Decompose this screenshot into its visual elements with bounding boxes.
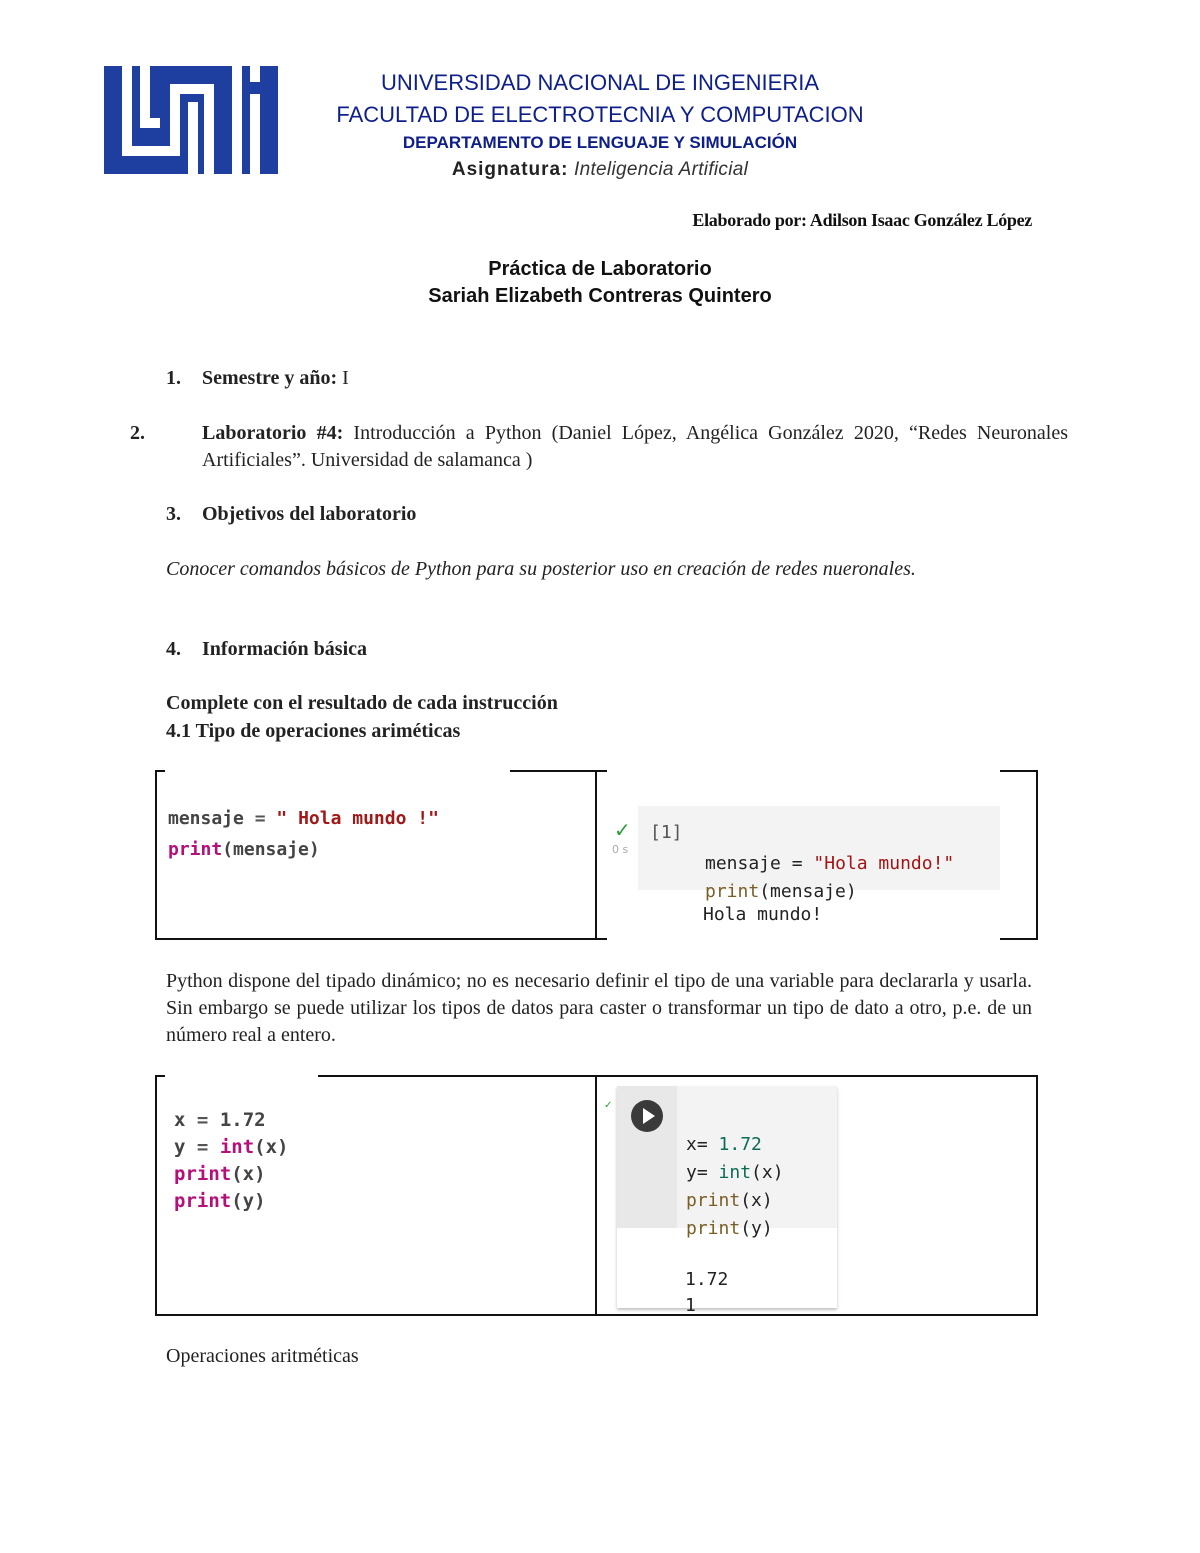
item-objectives: [166, 501, 1032, 528]
faculty-name: FACULTAD DE ELECTROTECNIA Y COMPUTACION: [336, 102, 864, 127]
output-line: 1.72: [685, 1269, 729, 1290]
code-token: (mensaje): [759, 881, 857, 902]
item-heading: Objetivos del laboratorio: [202, 503, 417, 525]
code-line: [686, 1187, 784, 1215]
code-token: print: [686, 1190, 741, 1211]
code-token: (y): [740, 1218, 773, 1239]
code-token: (x): [740, 1190, 773, 1211]
check-icon: ✓: [604, 1100, 613, 1111]
item-number: 1.: [166, 367, 181, 389]
code-token: (x): [254, 1136, 289, 1158]
check-icon: ✓: [614, 818, 631, 842]
code-token: =: [254, 808, 266, 829]
code-line: [168, 834, 439, 865]
cell-output: [685, 1241, 728, 1345]
objective-text: Conocer comandos básicos de Python para su posterior uso en creación de redes nueronales.: [166, 558, 916, 580]
code-line: [686, 1215, 784, 1243]
item-basic-info: [166, 636, 1032, 663]
border-gap: [607, 769, 1000, 773]
code-token: int: [219, 1136, 255, 1158]
section-4-1-heading: 4.1 Tipo de operaciones ariméticas: [166, 720, 461, 742]
border-gap: [165, 1074, 318, 1078]
code-token: "Hola mundo!": [813, 853, 955, 874]
university-logo: [104, 66, 278, 174]
item-heading: Semestre y año:: [202, 367, 338, 389]
university-name: UNIVERSIDAD NACIONAL DE INGENIERIA: [380, 70, 820, 95]
code-token: x: [174, 1109, 186, 1131]
play-icon[interactable]: [631, 1100, 663, 1132]
exec-time: 0 s: [612, 843, 629, 856]
item-number: 4.: [166, 638, 181, 660]
code-token: " Hola mundo !": [276, 808, 439, 829]
typing-paragraph: Python dispone del tipado dinámico; no es necesario definir el tipo de una variable para declararla y usarla. Sin embargo se puede utilizar los tipos de datos para caster o transformar un tipo de dato a otro, p.e. de un número real a entero.: [166, 970, 1032, 1046]
code-snippet-2: [174, 1080, 288, 1242]
code-token: (x): [751, 1162, 784, 1183]
output-line: 1: [685, 1295, 696, 1316]
code-line: [686, 1159, 784, 1187]
item-heading: Información básica: [202, 638, 367, 660]
subject-value: Inteligencia Artificial: [574, 159, 749, 180]
code-snippet-1: [168, 772, 439, 896]
code-token: mensaje =: [705, 853, 803, 874]
item-number: 2.: [130, 422, 145, 444]
code-token: (x): [231, 1163, 266, 1185]
subject-label: Asignatura:: [451, 159, 569, 180]
code-token: print: [686, 1218, 741, 1239]
cell-output: Hola mundo!: [703, 904, 823, 925]
border-gap: [607, 937, 1000, 941]
subject-line: [300, 159, 900, 181]
code-token: print: [174, 1190, 232, 1212]
code-line: [174, 1161, 288, 1188]
code-token: mensaje: [168, 808, 244, 829]
code-token: (y): [231, 1190, 266, 1212]
item-laboratory: [130, 420, 1069, 474]
code-token: int: [718, 1162, 752, 1183]
department-name: DEPARTAMENTO DE LENGUAJE Y SIMULACIÓN: [402, 133, 798, 152]
code-line: [174, 1134, 288, 1161]
code-token: x=: [686, 1134, 708, 1155]
complete-heading: Complete con el resultado de cada instrucción: [166, 692, 558, 714]
code-token: print: [168, 839, 223, 860]
code-token: 1.72: [219, 1109, 266, 1131]
code-token: y: [174, 1136, 186, 1158]
code-token: =: [196, 1136, 209, 1158]
item-semester: [166, 365, 1032, 392]
item-heading: Laboratorio #4:: [202, 422, 344, 444]
item-text: Introducción a Python (Daniel López, Angélica González 2020, “Redes Neuronales Artificiales”. Universidad de salamanca ): [202, 422, 1069, 471]
code-token: print: [174, 1163, 232, 1185]
item-number: 3.: [166, 503, 181, 525]
code-line: [705, 878, 954, 906]
code-token: =: [196, 1109, 209, 1131]
code-token: print: [705, 881, 760, 902]
code-line: [686, 1131, 784, 1159]
code-token: (mensaje): [222, 839, 320, 860]
code-line: [705, 850, 954, 878]
code-line: [174, 1188, 288, 1215]
code-token: y=: [686, 1162, 708, 1183]
cell-number: [1]: [650, 822, 683, 843]
code-token: 1.72: [718, 1134, 762, 1155]
student-name: Sariah Elizabeth Contreras Quintero: [428, 285, 772, 307]
author-line: Elaborado por: Adilson Isaac González López: [692, 210, 1032, 230]
page-title: Práctica de Laboratorio: [488, 258, 712, 280]
uni-logo-icon: [104, 66, 278, 174]
code-line: [174, 1107, 288, 1134]
code-line: [168, 803, 439, 834]
item-text: I: [337, 367, 349, 389]
arith-heading: Operaciones aritméticas: [166, 1345, 359, 1367]
